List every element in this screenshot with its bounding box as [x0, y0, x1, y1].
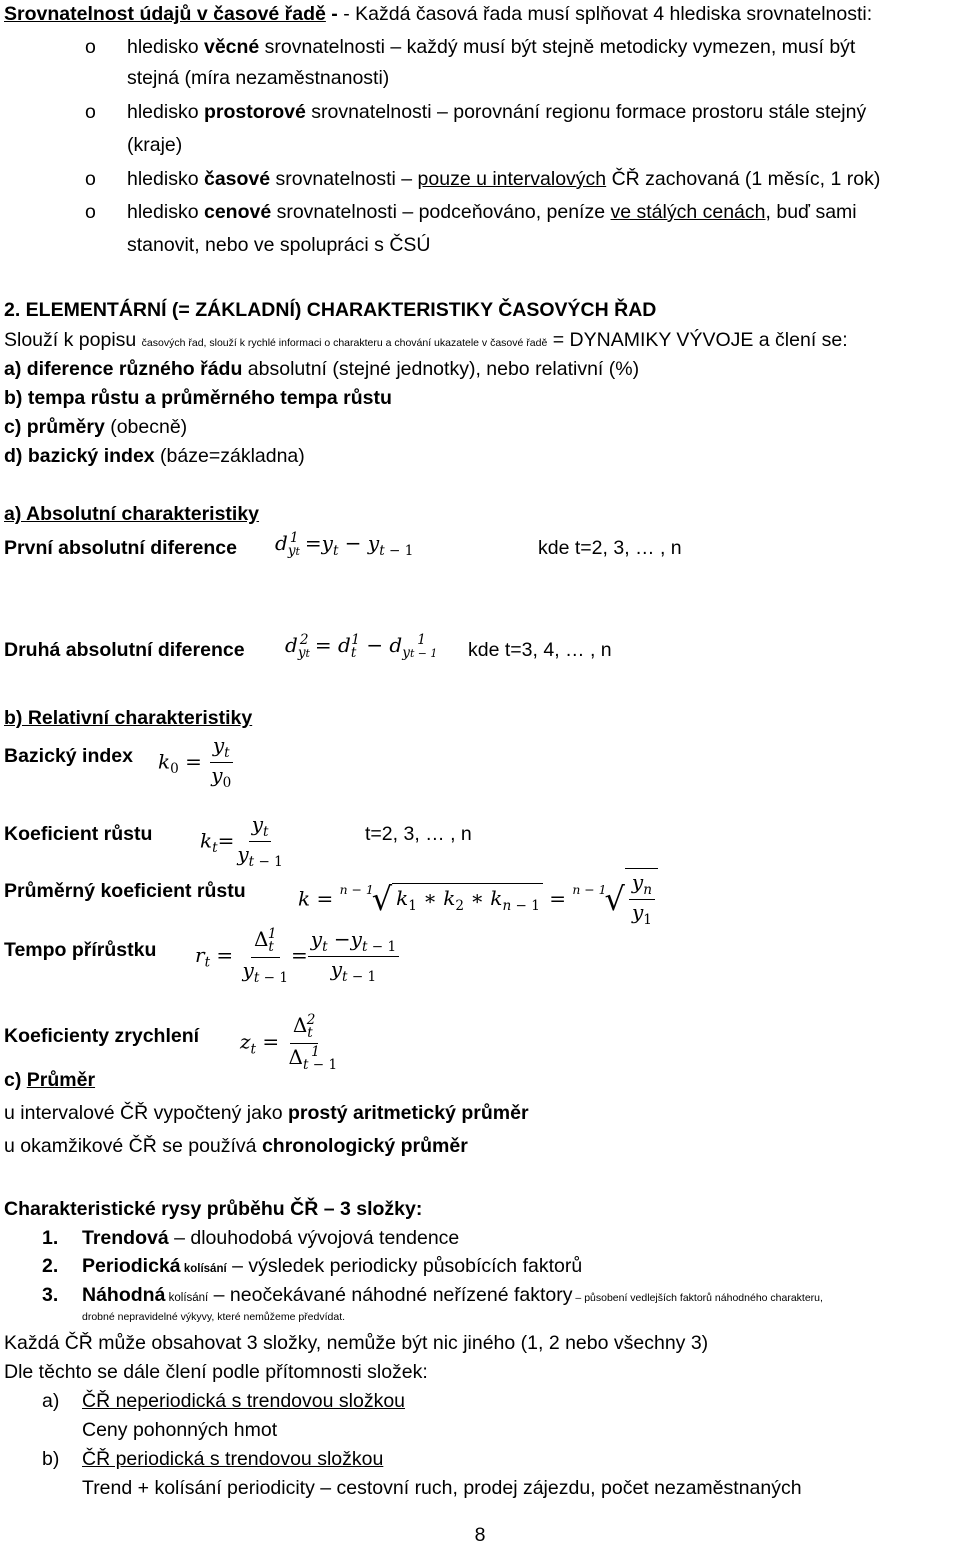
- acceleration-label: Koeficienty zrychlení: [4, 1025, 200, 1047]
- component-item: Náhodná kolísání – neočekávané náhodné neřízené faktory – působení vedlejších faktorů náhodného charakteru,: [82, 1284, 823, 1306]
- section-intro: - Každá časová řada musí splňovat 4 hlediska srovnatelnosti:: [337, 3, 873, 25]
- list-item: hledisko věcné srovnatelnosti – každý musí být stejně metodicky vymezen, musí být: [127, 36, 856, 58]
- bullet-marker: o: [85, 101, 96, 123]
- component-item: Periodická kolísání – výsledek periodicky působících faktorů: [82, 1255, 583, 1277]
- second-difference-label: Druhá absolutní diference: [4, 639, 245, 661]
- bullet-marker: o: [85, 201, 96, 223]
- list-item-continuation: stejná (míra nezaměstnanosti): [127, 67, 390, 89]
- page-number: 8: [474, 1524, 486, 1546]
- base-index-formula: $k_0$ = $\frac{y_t}{y_0}$: [158, 733, 232, 792]
- list-number: 2.: [42, 1255, 59, 1277]
- relative-heading: b) Relativní charakteristiky: [4, 707, 253, 729]
- list-item-continuation: stanovit, nebo ve spolupráci s ČSÚ: [127, 234, 431, 256]
- component-item: Trendová – dlouhodobá vývojová tendence: [82, 1227, 460, 1249]
- tempo-label: Tempo přírůstku: [4, 939, 157, 961]
- tempo-formula: $r_t$ = $\frac{\Delta_t^1}{y_{t - 1}}$ = $\frac{y_t -y_{t - 1}}{y_{t - 1}}$: [195, 927, 399, 986]
- bullet-marker: o: [85, 36, 96, 58]
- components-heading: Charakteristické rysy průběhu ČŘ – 3 složky:: [4, 1198, 423, 1220]
- average-heading: c) Průměr: [4, 1069, 96, 1091]
- list-item: hledisko cenové srovnatelnosti – podceňováno, peníze ve stálých cenách, buď sami: [127, 201, 857, 223]
- absolute-heading: a) Absolutní charakteristiky: [4, 503, 260, 525]
- components-note-2: Dle těchto se dále člení podle přítomnosti složek:: [4, 1361, 428, 1383]
- section-intro: Slouží k popisu časových řad, slouží k rychlé informaci o charakteru a chování ukazatele v časové řadě = DYNAMIKY VÝVOJE a člení se:: [4, 329, 848, 351]
- component-item-continuation: drobné nepravidelné výkyvy, které nemůžeme předvídat.: [82, 1311, 346, 1323]
- section-title: Srovnatelnost údajů v časové řadě: [4, 3, 326, 25]
- growth-coefficient-formula: $k_t=$ $\frac{y_t}{y_{t - 1}}$: [200, 812, 283, 871]
- list-marker: a): [42, 1390, 60, 1412]
- item-c: c) průměry (obecně): [4, 416, 188, 438]
- list-marker: b): [42, 1448, 60, 1470]
- base-index-label: Bazický index: [4, 745, 133, 767]
- type-example: Trend + kolísání periodicity – cestovní ruch, prodej zájezdu, počet nezaměstnaných: [82, 1477, 802, 1499]
- bullet-marker: o: [85, 168, 96, 190]
- list-number: 3.: [42, 1284, 59, 1306]
- second-difference-note: kde t=3, 4, … , n: [468, 639, 612, 661]
- components-note-1: Každá ČŘ může obsahovat 3 složky, nemůže být nic jiného (1, 2 nebo všechny 3): [4, 1332, 709, 1354]
- section-heading-comparability: Srovnatelnost údajů v časové řadě - - Každá časová řada musí splňovat 4 hlediska srovnatelnosti:: [4, 3, 873, 25]
- average-growth-formula: k = $^{n - 1}$√ $k_1$ ∗ $k_2$ ∗ $k_{n - 1} = ^{n - 1}√$ $\frac{y_n}{y_1}$: [298, 868, 658, 929]
- growth-coefficient-note: t=2, 3, … , n: [365, 823, 472, 845]
- average-line-interval: u intervalové ČŘ vypočtený jako prostý aritmetický průměr: [4, 1102, 529, 1124]
- list-item: hledisko časové srovnatelnosti – pouze u intervalových ČŘ zachovaná (1 měsíc, 1 rok): [127, 168, 881, 190]
- growth-coefficient-label: Koeficient růstu: [4, 823, 153, 845]
- list-number: 1.: [42, 1227, 59, 1249]
- item-b: b) tempa růstu a průměrného tempa růstu: [4, 387, 392, 409]
- item-a: a) diference různého řádu absolutní (stejné jednotky), nebo relativní (%): [4, 358, 640, 380]
- second-difference-formula: $d_{yt}^2 = d_t^1 - d_{yt - 1}^1$: [285, 632, 438, 661]
- type-example: Ceny pohonných hmot: [82, 1419, 278, 1441]
- first-difference-formula: $d_{yt}^1 =y_t - y_{t - 1}$: [275, 530, 414, 559]
- average-growth-label: Průměrný koeficient růstu: [4, 880, 246, 902]
- first-difference-note: kde t=2, 3, … , n: [538, 537, 682, 559]
- average-line-moment: u okamžikové ČŘ se používá chronologický průměr: [4, 1135, 468, 1157]
- acceleration-formula: $z_t$ = $\frac{\Delta_t^2}{\Delta_{t - 1}^1}$: [240, 1012, 338, 1073]
- item-d: d) bazický index (báze=základna): [4, 445, 305, 467]
- type-title: ČŘ neperiodická s trendovou složkou: [82, 1390, 406, 1412]
- section-heading-elementary: 2. ELEMENTÁRNÍ (= ZÁKLADNÍ) CHARAKTERISTIKY ČASOVÝCH ŘAD: [4, 299, 657, 321]
- list-item: hledisko prostorové srovnatelnosti – porovnání regionu formace prostoru stále stejný: [127, 101, 867, 123]
- list-item-continuation: (kraje): [127, 134, 183, 156]
- type-title: ČŘ periodická s trendovou složkou: [82, 1448, 384, 1470]
- first-difference-label: První absolutní diference: [4, 537, 237, 559]
